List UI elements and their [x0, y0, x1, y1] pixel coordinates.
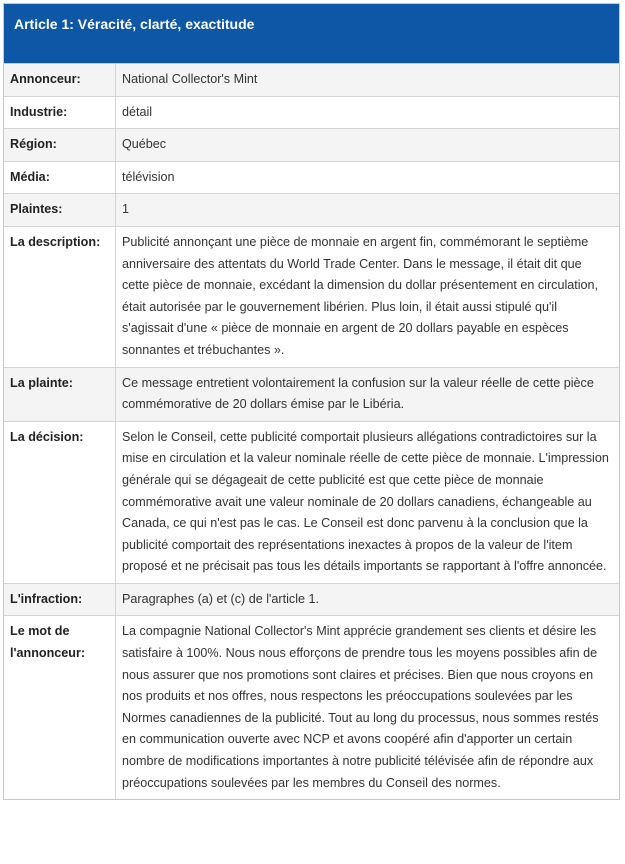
value-infraction: Paragraphes (a) et (c) de l'article 1. [116, 583, 620, 616]
row-advertiser [4, 64, 619, 96]
label-description: La description: [4, 226, 116, 367]
row-industry [4, 96, 619, 129]
value-decision: Selon le Conseil, cette publicité comportait plusieurs allégations contradictoires sur la mise en circulation et la valeur nominale réelle de cette pièce de monnaie. L'impression générale qui se dégageait de cette publicité est que cette pièce de monnaie commémorative avait une valeur nominale de 20 dollars canadiens, échangeable au Canada, ce qui n'est pas le cas. Le Conseil est donc parvenu à la conclusion que la publicité comportait des représentations inexactes à propos de la valeur de l'item proposé et ne précisait pas tous les détails importants se rapportant à l'offre annoncée. [116, 421, 620, 583]
label-complaint: La plainte: [4, 367, 116, 421]
label-complaints: Plaintes: [4, 194, 116, 227]
label-media: Média: [4, 161, 116, 194]
label-advertiser-statement: Le mot de l'annonceur: [4, 616, 116, 799]
decision-card [3, 3, 620, 800]
label-industry: Industrie: [4, 96, 116, 129]
row-description [4, 226, 619, 367]
value-complaint: Ce message entretient volontairement la confusion sur la valeur réelle de cette pièce commémorative de 20 dollars émise par le Libéria. [116, 367, 620, 421]
value-advertiser-statement: La compagnie National Collector's Mint apprécie grandement ses clients et désire les satisfaire à 100%. Nous nous efforçons de prendre tous les moyens possibles afin de nous assurer que nos promotions sont claires et précises. Bien que nous croyons en nos produits et nos offres, nous respectons les préoccupations soulevées par les Normes canadiennes de la publicité. Tout au long du processus, nous sommes restés en communication ouverte avec NCP et avons coopéré afin d'apporter un certain nombre de modifications importantes à notre publicité télévisée afin de répondre aux préoccupations soulevées par les membres du Conseil des normes. [116, 616, 620, 799]
row-media [4, 161, 619, 194]
row-advertiser-statement [4, 616, 619, 799]
label-advertiser: Annonceur: [4, 64, 116, 96]
label-region: Région: [4, 129, 116, 162]
value-region: Québec [116, 129, 620, 162]
value-advertiser: National Collector's Mint [116, 64, 620, 96]
value-description: Publicité annonçant une pièce de monnaie en argent fin, commémorant le septième anniversaire des attentats du World Trade Center. Dans le message, il était dit que cette pièce de monnaie, excédant la dimension du dollar présentement en circulation, était autorisée par le gouvernement libérien. Plus loin, il était aussi stipulé qu'il s'agissait d'une « pièce de monnaie en argent de 20 dollars payable en espèces sonnantes et trébuchantes ». [116, 226, 620, 367]
row-complaints [4, 194, 619, 227]
value-media: télévision [116, 161, 620, 194]
label-infraction: L'infraction: [4, 583, 116, 616]
details-table [4, 64, 619, 799]
row-decision [4, 421, 619, 583]
label-decision: La décision: [4, 421, 116, 583]
value-industry: détail [116, 96, 620, 129]
row-complaint [4, 367, 619, 421]
article-title: Article 1: Véracité, clarté, exactitude [4, 4, 619, 64]
row-region [4, 129, 619, 162]
value-complaints: 1 [116, 194, 620, 227]
row-infraction [4, 583, 619, 616]
